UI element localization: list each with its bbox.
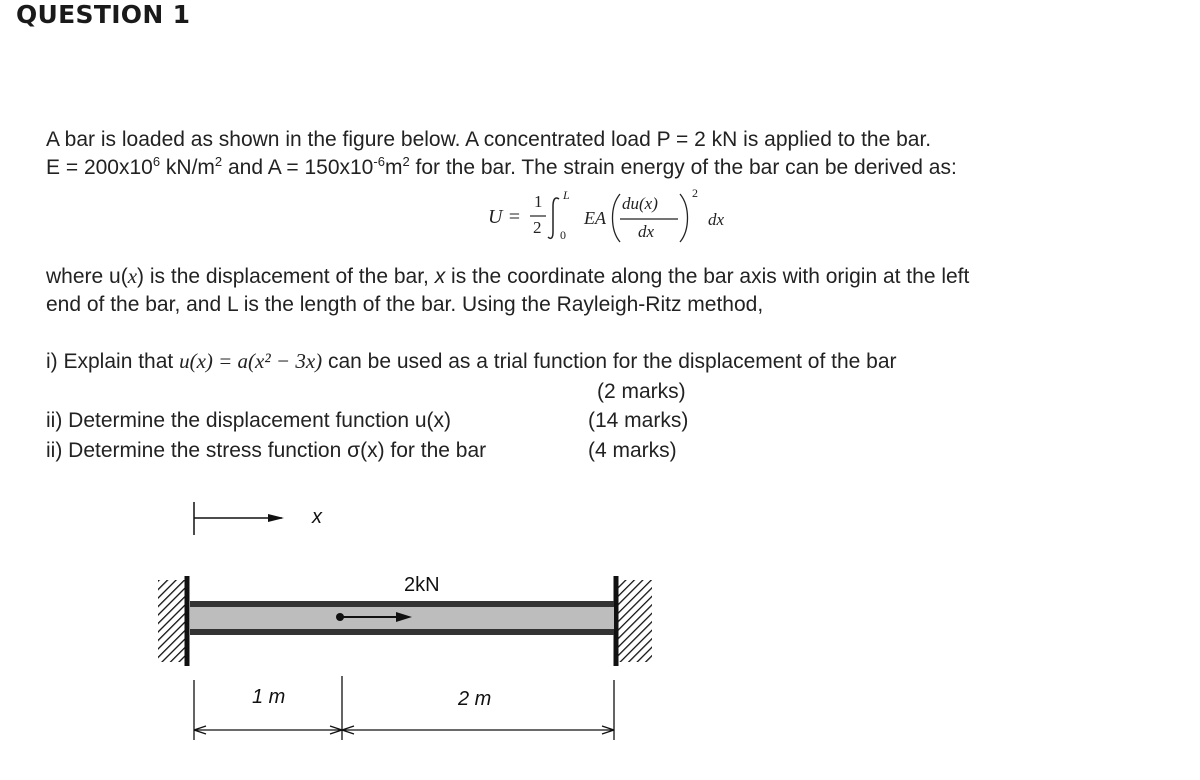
dimension-2m: 2 m: [458, 688, 492, 710]
left-fixed-support: [158, 576, 187, 666]
where-line-1: where u(x) is the displacement of the bar, x is the coordinate along the bar axis with origin at the left: [46, 264, 970, 288]
dimension-1m: 1 m: [252, 686, 286, 708]
x-axis-label: x: [312, 506, 322, 528]
question-iii: ii) Determine the stress function σ(x) for the bar: [46, 439, 487, 462]
question-iii-marks: (4 marks): [588, 439, 677, 462]
intro-line-2: $E = 200x10^6$ $kN/m^2$ and $A = 150x10^{-6}m^2$ for the bar. The strain energy of the bar can be derived as:: [46, 154, 957, 179]
intro-line-1: A bar is loaded as shown in the figure below. A concentrated load P = 2 kN is applied to the bar.: [46, 128, 932, 151]
question-i-marks: (2 marks): [597, 380, 686, 403]
x-axis-arrow: [194, 502, 284, 535]
question-i: i) Explain that u(x) = a(x² − 3x) can be used as a trial function for the displacement of the bar: [46, 349, 897, 373]
strain-energy-formula: U = 1 2 L 0 EA du(x) dx 2 dx: [488, 186, 725, 242]
question-ii-marks: (14 marks): [588, 409, 689, 432]
load-label: 2kN: [404, 574, 440, 596]
right-fixed-support: [616, 576, 652, 666]
where-line-2: end of the bar, and L is the length of the bar. Using the Rayleigh-Ritz method,: [46, 293, 764, 316]
question-ii: ii) Determine the displacement function u(x): [46, 409, 452, 432]
question-heading: QUESTION 1: [16, 0, 191, 29]
